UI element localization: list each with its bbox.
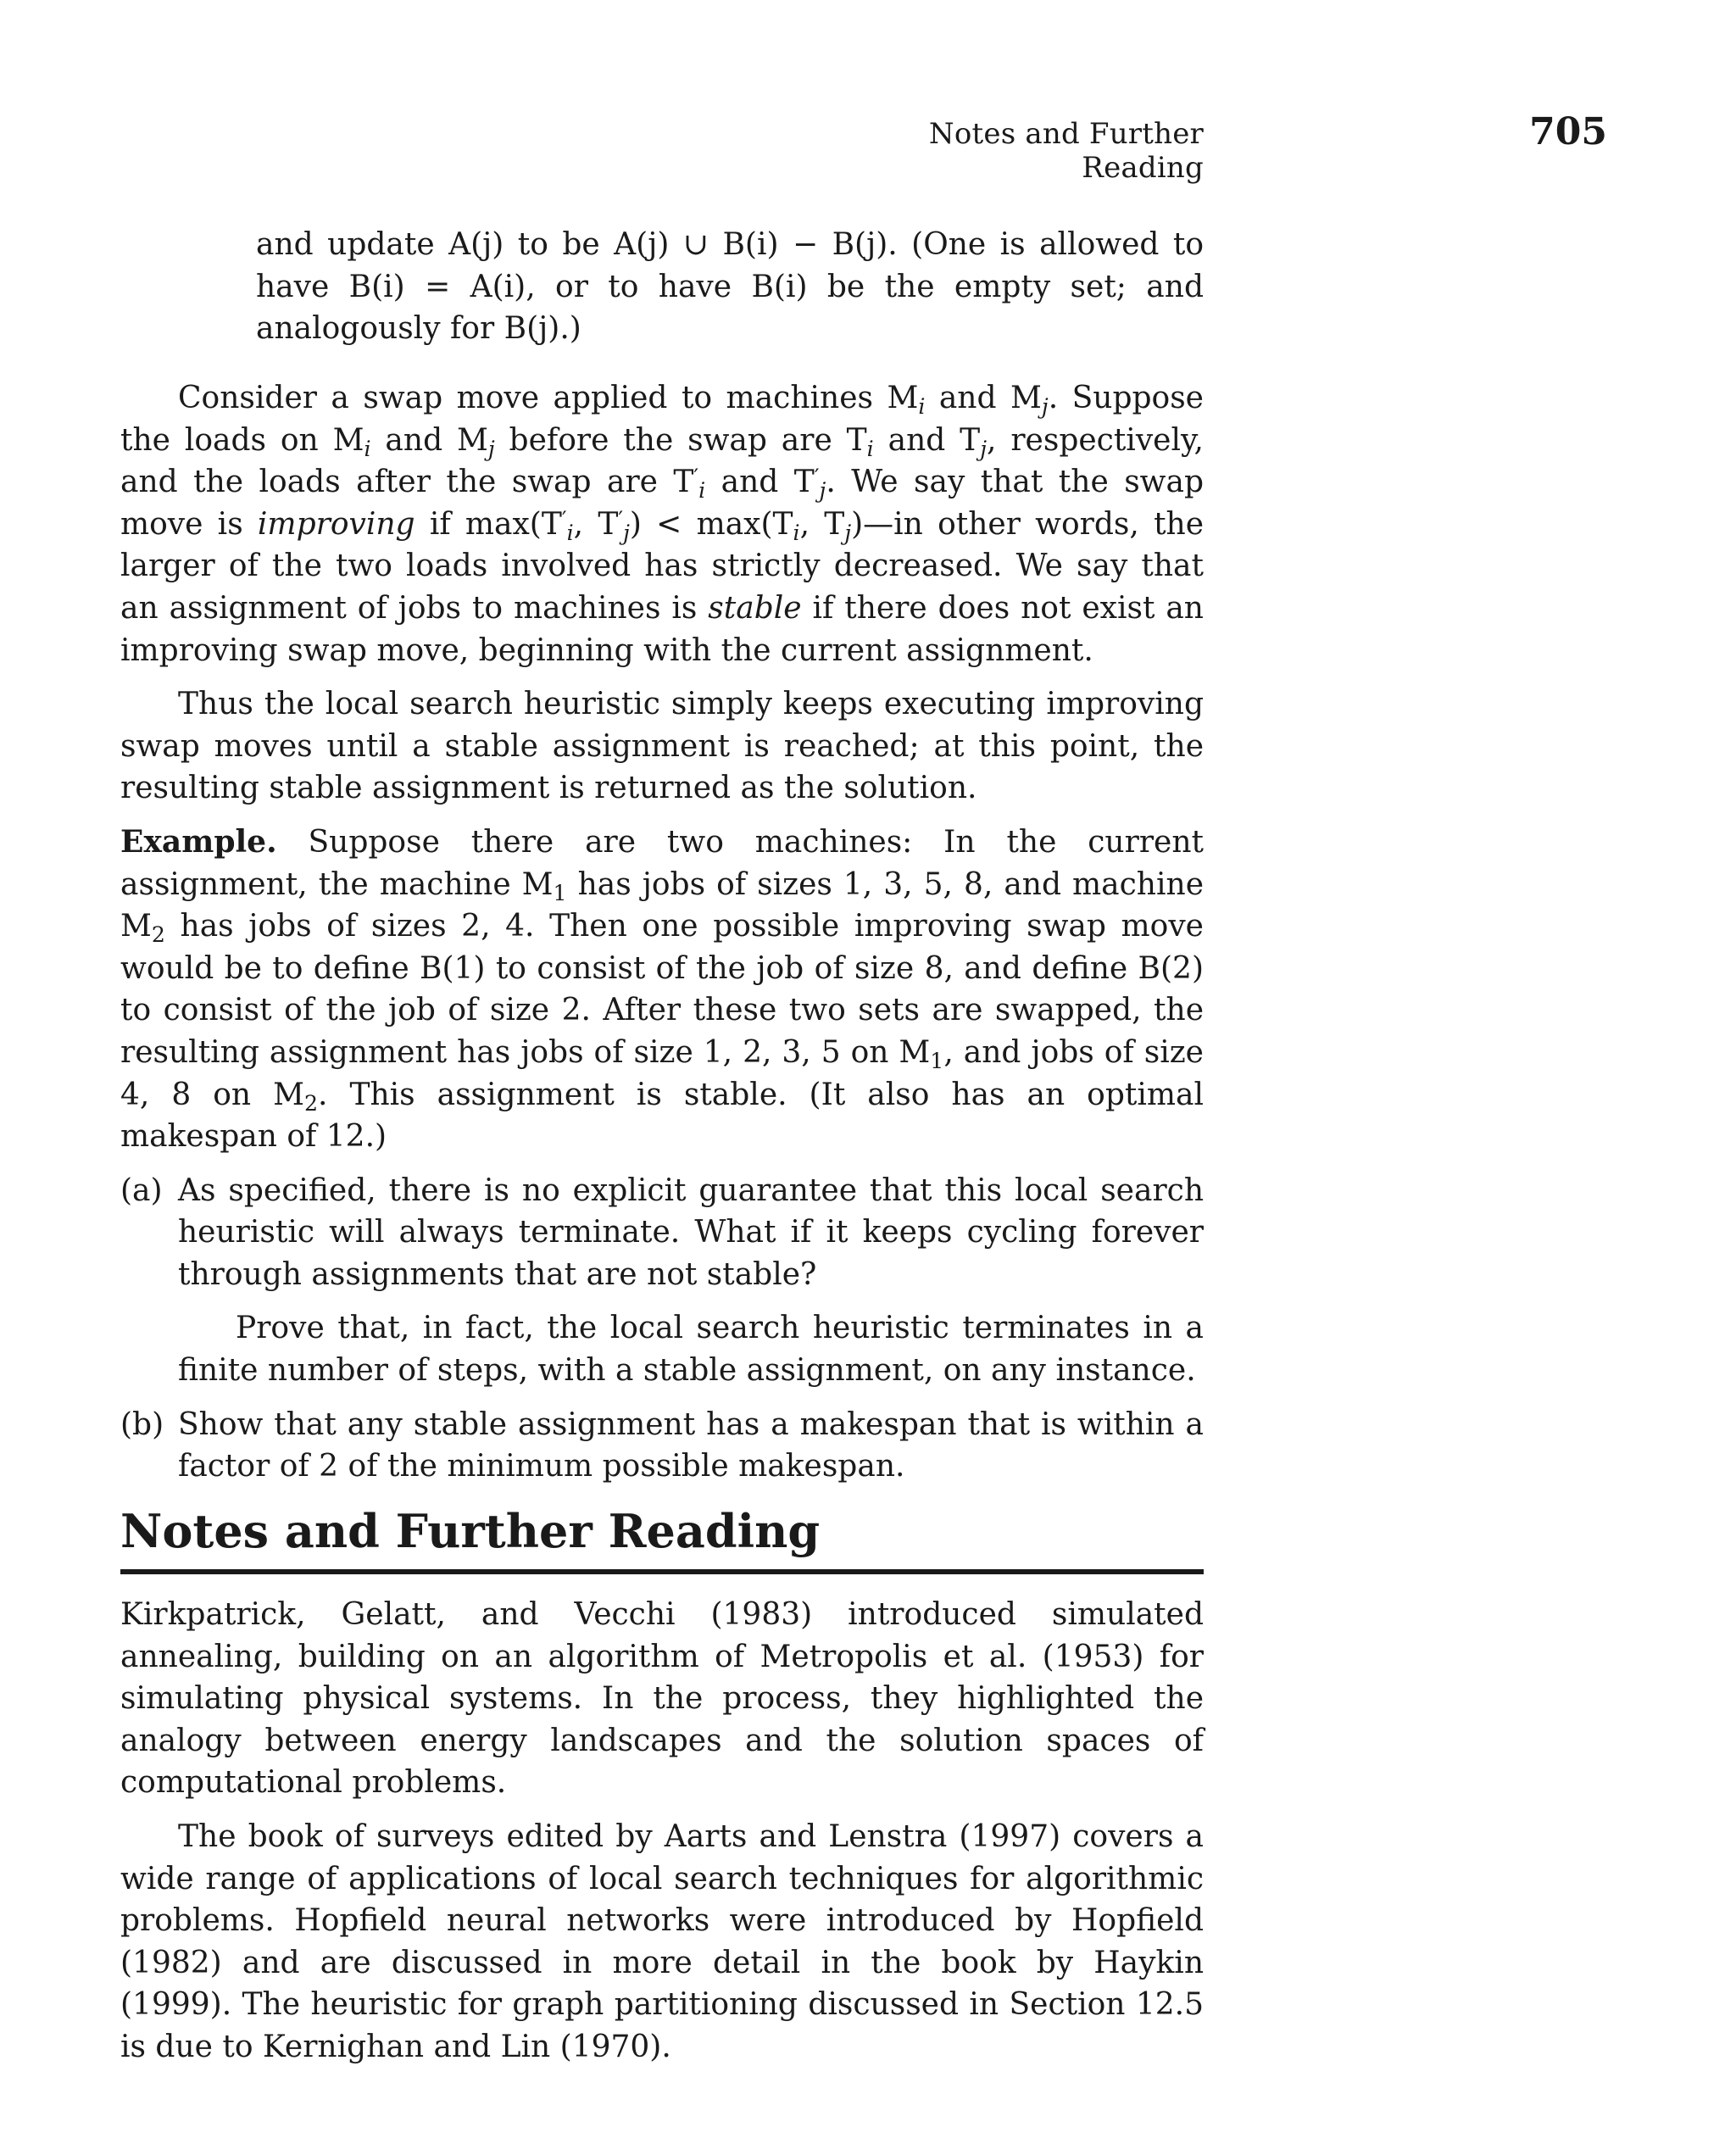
item-b-label: (b) [120, 1406, 164, 1442]
item-a-label: (a) [120, 1172, 163, 1208]
notes-paragraph-1: Kirkpatrick, Gelatt, and Vecchi (1983) introduced simulated annealing, building on an algorithm of Metropolis et al. (1953) for simulating physical systems. In the process, they highlighted the analogy between energy landscapes and the solution spaces of computational problems. [120, 1597, 1204, 1801]
list-item-b [120, 1404, 1204, 1488]
section-heading: Notes and Further Reading [120, 1504, 821, 1558]
problem-paragraph-1: and update A(j) to be A(j) ∪ B(i) − B(j). (One is allowed to have B(i) = A(i), or to have B(i) be the empty set; and analogously for B(j).) [256, 227, 1204, 347]
example-paragraph: Example. Suppose there are two machines: In the current assignment, the machine $M_1$ has jobs of sizes 1, 3, 5, 8, and machine $M_2$ has jobs of sizes 2, 4. Then one possible improving swap move would be to define B(1) to consist of the job of size 8, and define B(2) to consist of the job of size 2. After these two sets are swapped, the resulting assignment has jobs of size 1, 2, 3, 5 on $M_1$, and jobs of size 4, 8 on $M_2$. This assignment is stable. (It also has an optimal makespan of 12.) [120, 823, 1204, 1155]
section-rule [120, 1569, 1204, 1574]
example-label: Example. [120, 823, 277, 860]
item-a-text: As specified, there is no explicit guarantee that this local search heuristic will always terminate. What if it keeps cycling forever through assignments that are not stable? [178, 1172, 1204, 1292]
item-a-continuation: Prove that, in fact, the local search heuristic terminates in a finite number of steps, with a stable assignment, on any instance. [178, 1311, 1204, 1389]
running-header: Notes and Further Reading [928, 117, 1204, 185]
page-number: 705 [1529, 110, 1607, 153]
list-item-a [120, 1170, 1204, 1392]
swap-move-paragraph: Consider a swap move applied to machines $M_i$ and $M_j$. Suppose the loads on $M_i$ and $M_j$ before the swap are $T_i$ and $T_j$, respectively, and the loads after the swap are $T'_i$ and $T'_j$. We say that the swap move is improving if $\max(T'_i$, $T'_j) < \max(T_i$, $T_j)—in$ other words, the larger of the two loads involved has strictly decreased. We say that an assignment of jobs to machines is stable if there does not exist an improving swap move, beginning with the current assignment. [120, 381, 1205, 668]
item-b-text: Show that any stable assignment has a makespan that is within a factor of 2 of the minimum possible makespan. [178, 1406, 1204, 1484]
problem-body [120, 377, 1204, 1488]
local-search-paragraph: Thus the local search heuristic simply keeps executing improving swap moves until a stable assignment is reached; at this point, the resulting stable assignment is returned as the solution. [120, 687, 1204, 806]
notes-paragraph-2: The book of surveys edited by Aarts and Lenstra (1997) covers a wide range of applications of local search techniques for algorithmic problems. Hopfield neural networks were introduced by Hopfield (1982) and are discussed in more detail in the book by Haykin (1999). The heuristic for graph partitioning discussed in Section 12.5 is due to Kernighan and Lin (1970). [120, 1818, 1204, 2064]
notes-body [120, 1594, 1204, 2069]
problem-continuation [120, 224, 1204, 350]
